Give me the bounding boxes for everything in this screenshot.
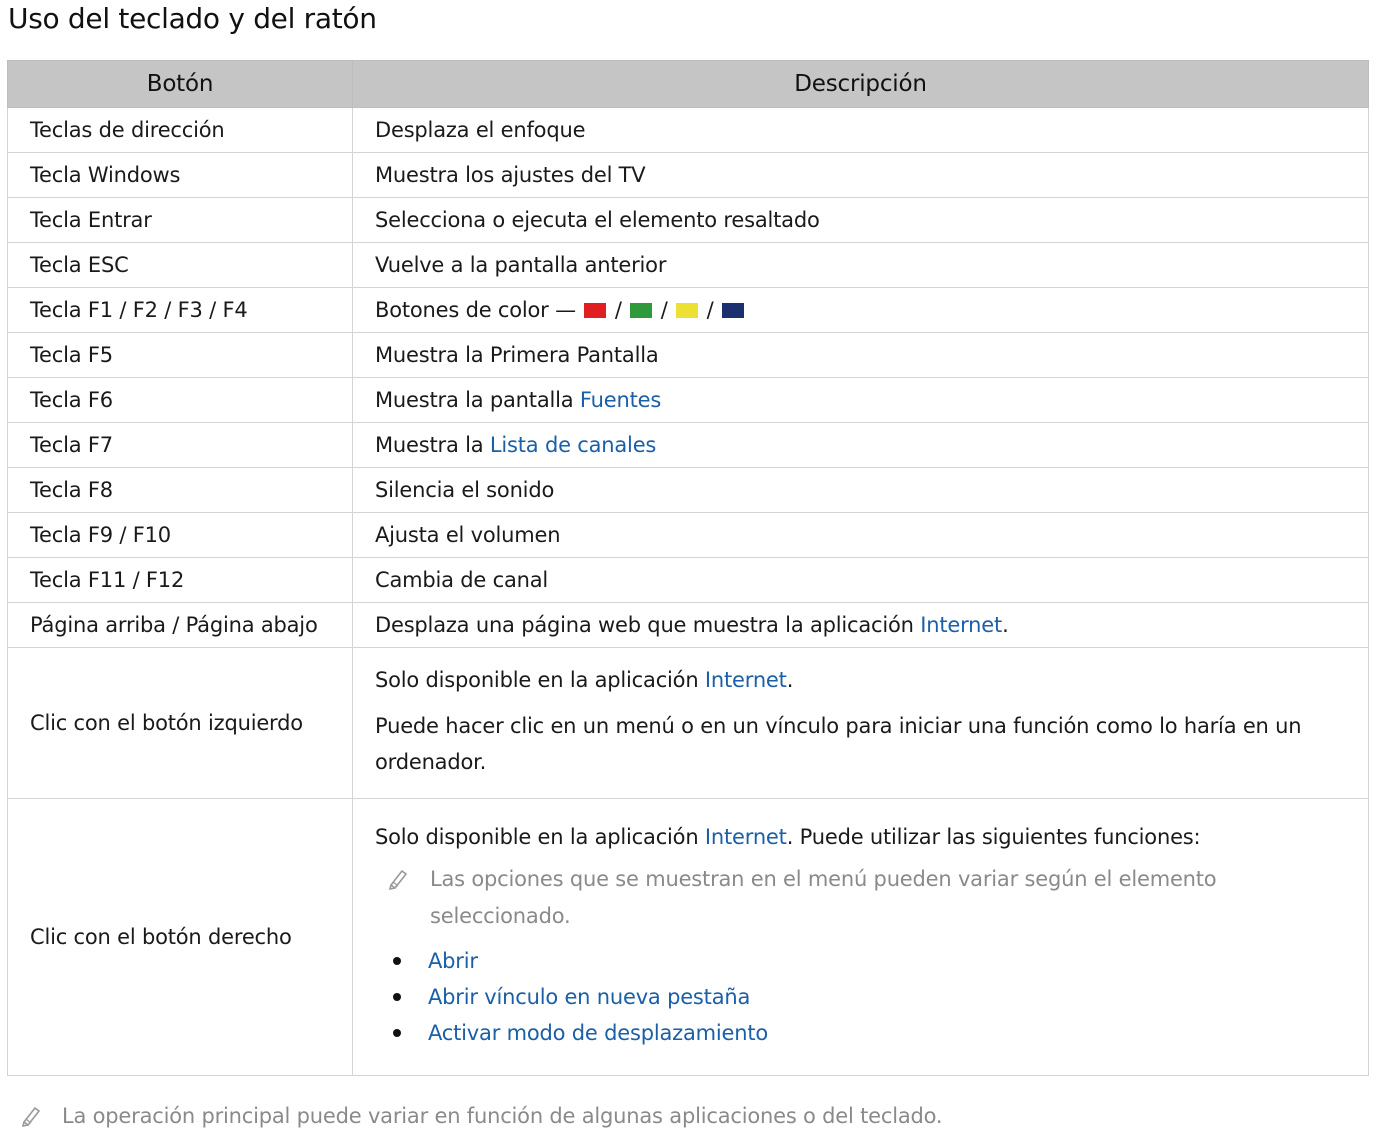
row-button: Clic con el botón derecho (8, 799, 353, 1076)
footnote-text: La operación principal puede variar en función de algunas aplicaciones o del teclado. (62, 1104, 943, 1128)
blue-swatch (722, 303, 744, 318)
table-row (8, 603, 1369, 648)
availability-text (375, 823, 1346, 851)
bullet-icon (393, 993, 401, 1001)
option-open-new-tab-link[interactable]: Abrir vínculo en nueva pestaña (428, 985, 751, 1009)
table-header-row (8, 61, 1369, 108)
description-tail: . (1002, 613, 1009, 637)
separator: / (660, 298, 668, 322)
availability-text (375, 666, 1346, 694)
table-row (8, 799, 1369, 1076)
internet-link[interactable]: Internet (704, 825, 787, 849)
row-button: Teclas de dirección (8, 108, 353, 153)
pencil-icon (20, 1104, 42, 1128)
row-description: Ajusta el volumen (353, 513, 1369, 558)
table-row (8, 108, 1369, 153)
description-text: Solo disponible en la aplicación (375, 825, 705, 849)
row-button: Tecla ESC (8, 243, 353, 288)
table-row (8, 648, 1369, 799)
row-description (353, 648, 1369, 799)
row-description: Muestra la Primera Pantalla (353, 333, 1369, 378)
row-description (353, 603, 1369, 648)
row-description: Muestra los ajustes del TV (353, 153, 1369, 198)
internet-link[interactable]: Internet (920, 613, 1003, 637)
table-row (8, 423, 1369, 468)
row-description: Cambia de canal (353, 558, 1369, 603)
row-button: Tecla F5 (8, 333, 353, 378)
table-row (8, 288, 1369, 333)
row-button: Tecla F6 (8, 378, 353, 423)
row-description: Selecciona o ejecuta el elemento resaltado (353, 198, 1369, 243)
fuentes-link[interactable]: Fuentes (579, 388, 662, 412)
table-row (8, 558, 1369, 603)
table-row (8, 378, 1369, 423)
row-button: Tecla Windows (8, 153, 353, 198)
description-tail: . Puede utilizar las siguientes funciones: (786, 825, 1201, 849)
row-description (353, 423, 1369, 468)
header-description: Descripción (353, 61, 1369, 108)
row-description: Silencia el sonido (353, 468, 1369, 513)
option-open-link[interactable]: Abrir (428, 949, 478, 973)
row-button: Tecla Entrar (8, 198, 353, 243)
context-menu-options (375, 943, 1346, 1051)
row-description (353, 799, 1369, 1076)
description-text: Desplaza una página web que muestra la aplicación (375, 613, 921, 637)
option-scroll-mode-link[interactable]: Activar modo de desplazamiento (428, 1021, 769, 1045)
footnote (20, 1098, 942, 1134)
color-buttons-text: Botones de color — (375, 298, 576, 322)
row-description: Vuelve a la pantalla anterior (353, 243, 1369, 288)
row-description: Desplaza el enfoque (353, 108, 1369, 153)
separator: / (706, 298, 714, 322)
description-text: Muestra la (375, 433, 490, 457)
row-button: Tecla F9 / F10 (8, 513, 353, 558)
row-description (353, 288, 1369, 333)
table-row (8, 513, 1369, 558)
table-row (8, 333, 1369, 378)
table-row (8, 153, 1369, 198)
page-title: Uso del teclado y del ratón (8, 2, 377, 35)
yellow-swatch (676, 303, 698, 318)
green-swatch (630, 303, 652, 318)
row-button: Tecla F1 / F2 / F3 / F4 (8, 288, 353, 333)
table-row (8, 243, 1369, 288)
keyboard-mouse-table (7, 60, 1369, 1076)
row-button: Tecla F11 / F12 (8, 558, 353, 603)
internet-link[interactable]: Internet (704, 668, 787, 692)
row-button: Tecla F8 (8, 468, 353, 513)
left-click-detail: Puede hacer clic en un menú o en un vínculo para iniciar una función como lo haría en un ordenador. (375, 714, 1302, 774)
list-item (375, 943, 1346, 979)
red-swatch (584, 303, 606, 318)
note-text: Las opciones que se muestran en el menú pueden variar según el elemento seleccionado. (430, 867, 1217, 928)
channel-list-link[interactable]: Lista de canales (489, 433, 657, 457)
description-tail: . (786, 668, 794, 692)
separator: / (614, 298, 622, 322)
row-button: Página arriba / Página abajo (8, 603, 353, 648)
description-text: Solo disponible en la aplicación (375, 668, 705, 692)
list-item (375, 979, 1346, 1015)
bullet-icon (393, 957, 401, 965)
row-button: Clic con el botón izquierdo (8, 648, 353, 799)
pencil-icon (387, 867, 409, 891)
header-button: Botón (8, 61, 353, 108)
table-row (8, 198, 1369, 243)
menu-options-note (375, 861, 1346, 935)
table-row (8, 468, 1369, 513)
list-item (375, 1015, 1346, 1051)
description-text: Muestra la pantalla (375, 388, 580, 412)
row-description (353, 378, 1369, 423)
row-button: Tecla F7 (8, 423, 353, 468)
bullet-icon (393, 1029, 401, 1037)
